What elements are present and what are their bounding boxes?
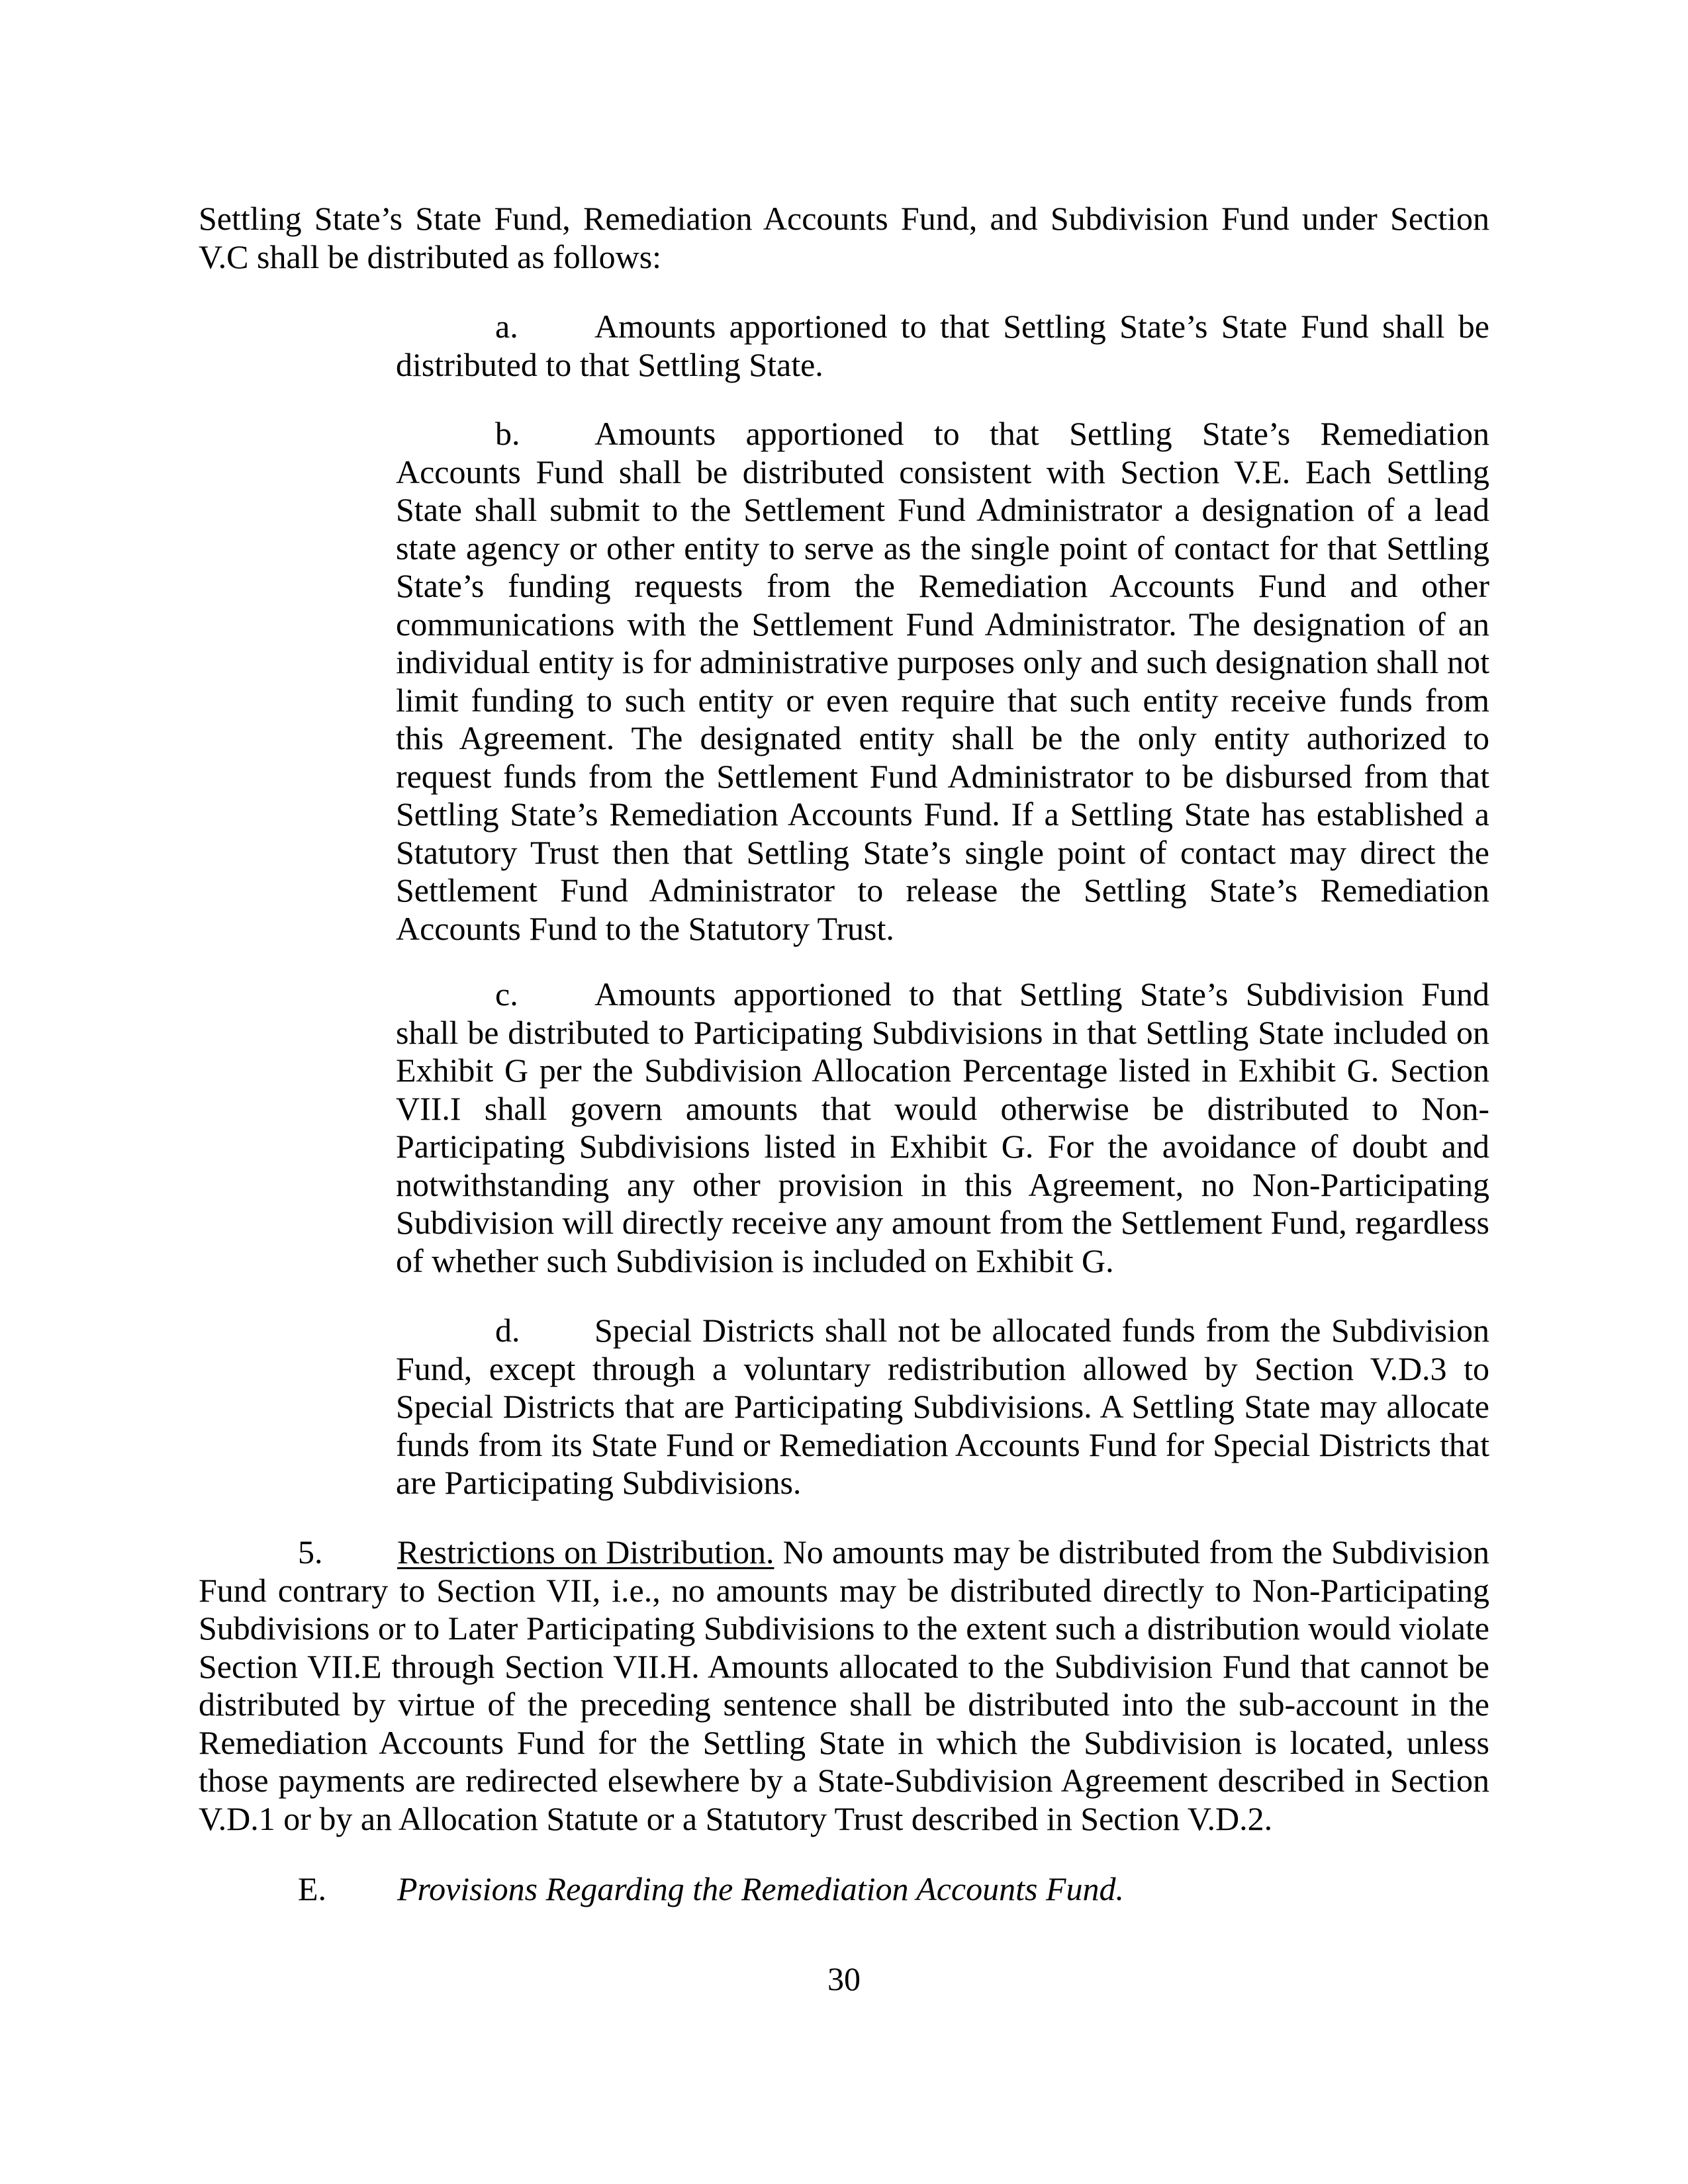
intro-paragraph [199,200,1489,276]
list-item-text: Amounts apportioned to that Settling State’s Subdivision Fund shall be distributed to Participating Subdivisions in that Settling State included on Exhibit G per the Subdivision Allocation Percentage listed in Exhibit G. Section VII.I shall govern amounts that would otherwise be distributed to Non-Participating Subdivisions listed in Exhibit G. For the avoidance of doubt and notwithstanding any other provision in this Agreement, no Non-Participating Subdivision will directly receive any amount from the Settlement Fund, regardless of whether such Subdivision is included on Exhibit G. [396,976,1489,1279]
section-5-text: No amounts may be distributed from the Subdivision Fund contrary to Section VII, i.e., no amounts may be distributed directly to Non-Participating Subdivisions or to Later Participating Subdivisions to the extent such a distribution would violate Section VII.E through Section VII.H. Amounts allocated to the Subdivision Fund that cannot be distributed by virtue of the preceding sentence shall be distributed into the sub-account in the Remediation Accounts Fund for the Settling State in which the Subdivision is located, unless those payments are redirected elsewhere by a State-Subdivision Agreement described in Section V.D.1 or by an Allocation Statute or a Statutory Trust described in Section V.D.2. [199,1533,1489,1837]
list-item-c [396,976,1489,1280]
list-item-text: Amounts apportioned to that Settling State’s Remediation Accounts Fund shall be distributed consistent with Section V.E. Each Settling State shall submit to the Settlement Fund Administrator a designation of a lead state agency or other entity to serve as the single point of contact for that Settling State’s funding requests from the Remediation Accounts Fund and other communications with the Settlement Fund Administrator. The designation of an individual entity is for administrative purposes only and such designation shall not limit funding to such entity or even require that such entity receive funds from this Agreement. The designated entity shall be the only entity authorized to request funds from the Settlement Fund Administrator to be disbursed from that Settling State’s Remediation Accounts Fund. If a Settling State has established a Statutory Trust then that Settling State’s single point of contact may direct the Settlement Fund Administrator to release the Settling State’s Remediation Accounts Fund to the Statutory Trust. [396,415,1489,947]
intro-text: Settling State’s State Fund, Remediation Accounts Fund, and Subdivision Fund under Section V.C shall be distributed as follows: [199,200,1489,275]
list-item-label: d. [495,1312,520,1349]
list-item-a [396,308,1489,384]
list-item-text: Special Districts shall not be allocated funds from the Subdivision Fund, except through a voluntary redistribution allowed by Section V.D.3 to Special Districts that are Participating Subdivisions. A Settling State may allocate funds from its State Fund or Remediation Accounts Fund for Special Districts that are Participating Subdivisions. [396,1312,1489,1501]
section-5-heading: Restrictions on Distribution. [397,1533,774,1570]
list-item-label: c. [495,976,518,1013]
section-e-title: Provisions Regarding the Remediation Accounts Fund. [397,1870,1124,1907]
section-e-letter: E. [298,1870,327,1907]
list-item-d [396,1312,1489,1502]
section-5-number: 5. [298,1533,323,1570]
list-item-b [396,415,1489,948]
page-number: 30 [827,1960,861,1997]
section-5-paragraph [199,1533,1489,1838]
list-item-text: Amounts apportioned to that Settling State’s State Fund shall be distributed to that Settling State. [396,308,1489,383]
list-item-label: b. [495,415,520,452]
section-e-heading [298,1870,1124,1909]
list-item-label: a. [495,308,518,345]
